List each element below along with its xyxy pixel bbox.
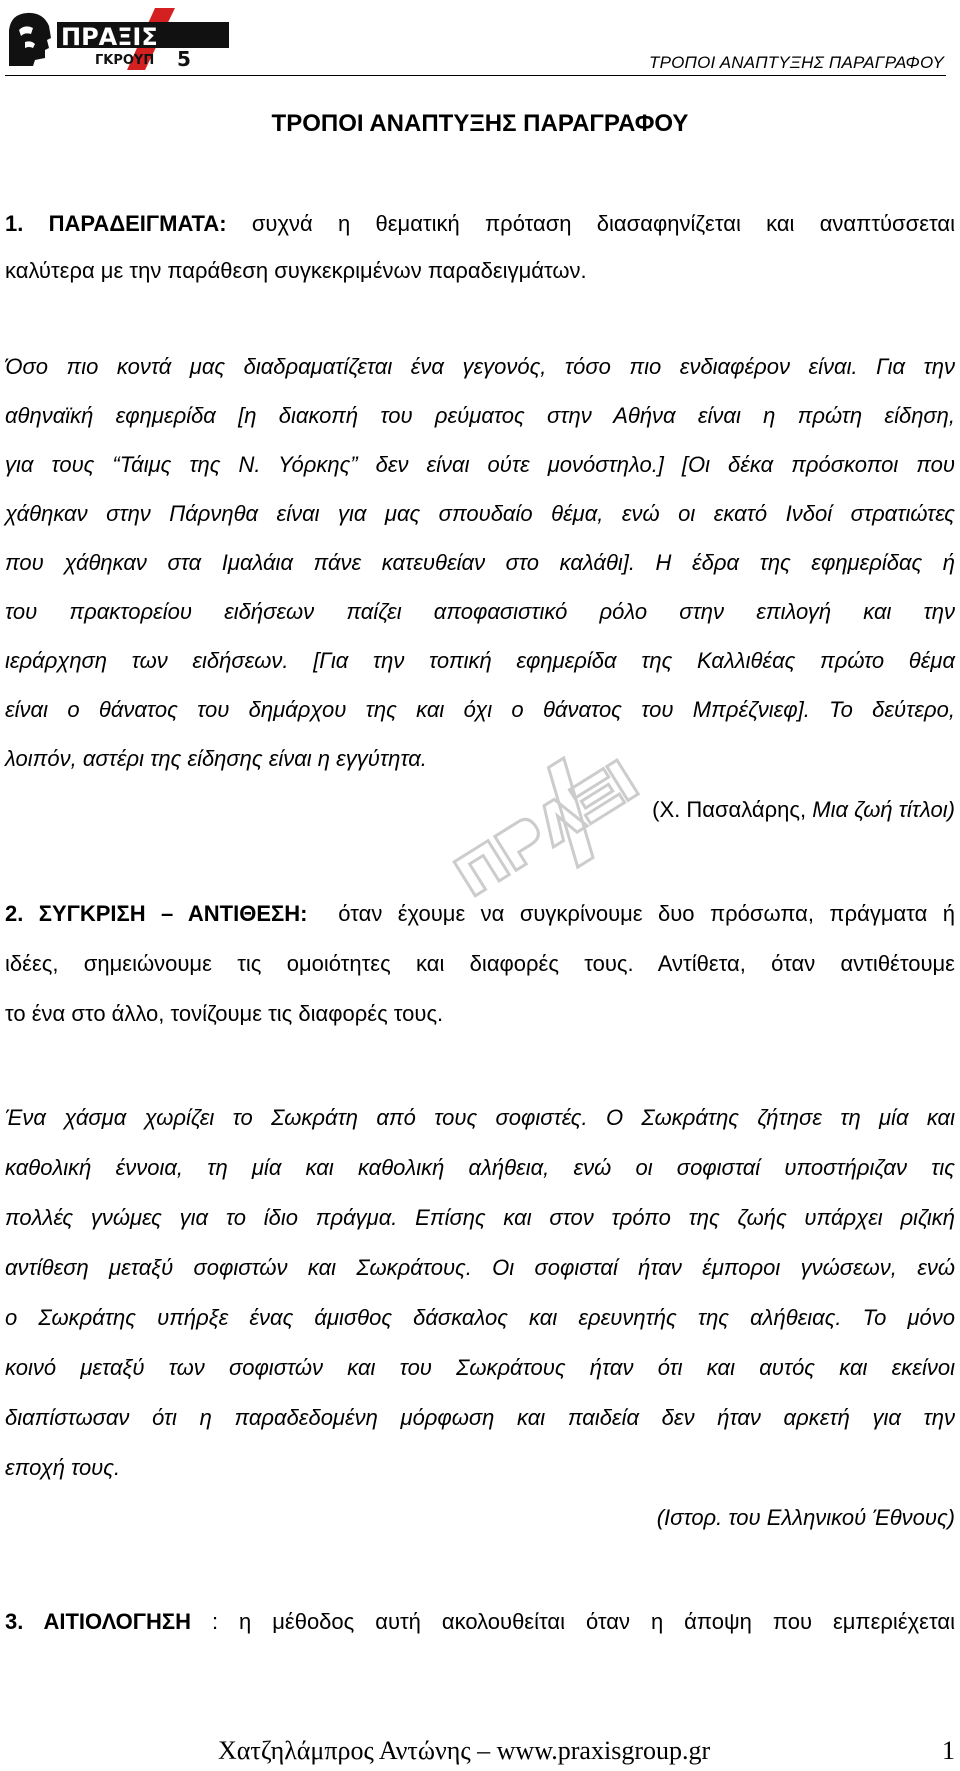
example1-line: λοιπόν, αστέρι της είδησης είναι η εγγύτητα.	[5, 746, 427, 771]
section2-line2: ιδέες, σημειώνουμε τις ομοιότητες και διαφορές τους. Αντίθετα, όταν αντιθέτουμε	[5, 951, 955, 976]
example1-citation	[5, 785, 955, 834]
footer-text: Χατζηλάμπρος Αντώνης – www.praxisgroup.gr	[218, 1736, 711, 1765]
example1-line: που χάθηκαν στα Ιμαλάια πάνε κατευθείαν στο καλάθι]. Η έδρα της εφημερίδας ή	[5, 550, 955, 575]
example2-line: καθολική έννοια, τη μία και καθολική αλήθεια, ενώ οι σοφισταί υποστήριζαν τις	[5, 1155, 955, 1180]
section3-text: : η μέθοδος αυτή ακολουθείται όταν η άποψη που εμπεριέχεται	[211, 1609, 955, 1634]
section1-heading: 1. ΠΑΡΑΔΕΙΓΜΑΤΑ:	[5, 211, 227, 236]
page-number: 1	[942, 1736, 955, 1765]
running-header: ΤΡΟΠΟΙ ΑΝΑΠΤΥΞΗΣ ΠΑΡΑΓΡΑΦΟΥ	[649, 53, 944, 72]
example2-line: ο Σωκράτης υπήρξε ένας άμισθος δάσκαλος και ερευνητής της αλήθειας. Το μόνο	[5, 1305, 955, 1330]
document-title: ΤΡΟΠΟΙ ΑΝΑΠΤΥΞΗΣ ΠΑΡΑΓΡΑΦΟΥ	[271, 110, 689, 137]
example1-line: αθηναϊκή εφημερίδα [η διακοπή του ρεύματος στην Αθήνα είναι η πρώτη είδηση,	[5, 403, 955, 428]
header-divider	[5, 75, 946, 76]
example2-line: κοινό μεταξύ των σοφιστών και του Σωκράτους ήταν ότι και αυτός και εκείνοι	[5, 1355, 955, 1380]
example2-citation: (Ιστορ. του Ελληνικού Έθνους)	[656, 1505, 955, 1530]
citation-title: Μια ζωή τίτλοι)	[812, 797, 955, 822]
praxis-logo	[5, 8, 235, 70]
svg-text:ΠΡΑΞΙΣ: ΠΡΑΞΙΣ	[61, 23, 158, 51]
section2-line3: το ένα στο άλλο, τονίζουμε τις διαφορές τους.	[5, 1001, 444, 1026]
praxis-logo-icon	[5, 8, 235, 70]
section3-line1	[5, 1597, 955, 1646]
example1-line: για τους “Τάιμς της Ν. Υόρκης” δεν είναι ούτε μονόστηλο.] [Οι δέκα πρόσκοποι που	[5, 452, 955, 477]
svg-text:5: 5	[177, 47, 191, 70]
section2-heading: 2. ΣΥΓΚΡΙΣΗ – ΑΝΤΙΘΕΣΗ:	[5, 901, 308, 926]
section2-line1	[5, 889, 955, 938]
section1-text: συχνά η θεματική πρόταση διασαφηνίζεται και αναπτύσσεται	[251, 211, 955, 236]
section2-text: όταν έχουμε να συγκρίνουμε δυο πρόσωπα, πράγματα ή	[338, 901, 956, 926]
example1-line: του πρακτορείου ειδήσεων παίζει αποφασιστικό ρόλο στην επιλογή και την	[5, 599, 955, 624]
svg-text:ΓΚΡΟΥΠ: ΓΚΡΟΥΠ	[95, 53, 155, 68]
example2-line: εποχή τους.	[5, 1455, 121, 1480]
example2-line: Ένα χάσμα χωρίζει το Σωκράτη από τους σοφιστές. Ο Σωκράτης ζήτησε τη μία και	[5, 1105, 955, 1130]
example2-line: αντίθεση μεταξύ σοφιστών και Σωκράτους. Οι σοφισταί ήταν έμποροι γνώσεων, ενώ	[5, 1255, 955, 1280]
section1-line2: καλύτερα με την παράθεση συγκεκριμένων παραδειγμάτων.	[5, 258, 587, 283]
section3-heading: 3. ΑΙΤΙΟΛΟΓΗΣΗ	[5, 1609, 191, 1634]
section1-line1	[5, 199, 955, 248]
citation-author: (Χ. Πασαλάρης,	[652, 797, 807, 822]
example1-line: ιεράρχηση των ειδήσεων. [Για την τοπική εφημερίδα της Καλλιθέας πρώτο θέμα	[5, 648, 955, 673]
example1-line: Όσο πιο κοντά μας διαδραματίζεται ένα γεγονός, τόσο πιο ενδιαφέρον είναι. Για την	[5, 354, 955, 379]
example2-line: πολλές γνώμες για το ίδιο πράγμα. Επίσης και στον τρόπο της ζωής υπάρχει ριζική	[5, 1205, 955, 1230]
example1-line: είναι ο θάνατος του δημάρχου της και όχι ο θάνατος του Μπρέζνιεφ]. Το δεύτερο,	[5, 697, 955, 722]
example1-line: χάθηκαν στην Πάρνηθα είναι για μας σπουδαίο θέμα, ενώ οι εκατό Ινδοί στρατιώτες	[5, 501, 955, 526]
example2-line: διαπίστωσαν ότι η παραδεδομένη μόρφωση και παιδεία δεν ήταν αρκετή για την	[5, 1405, 955, 1430]
